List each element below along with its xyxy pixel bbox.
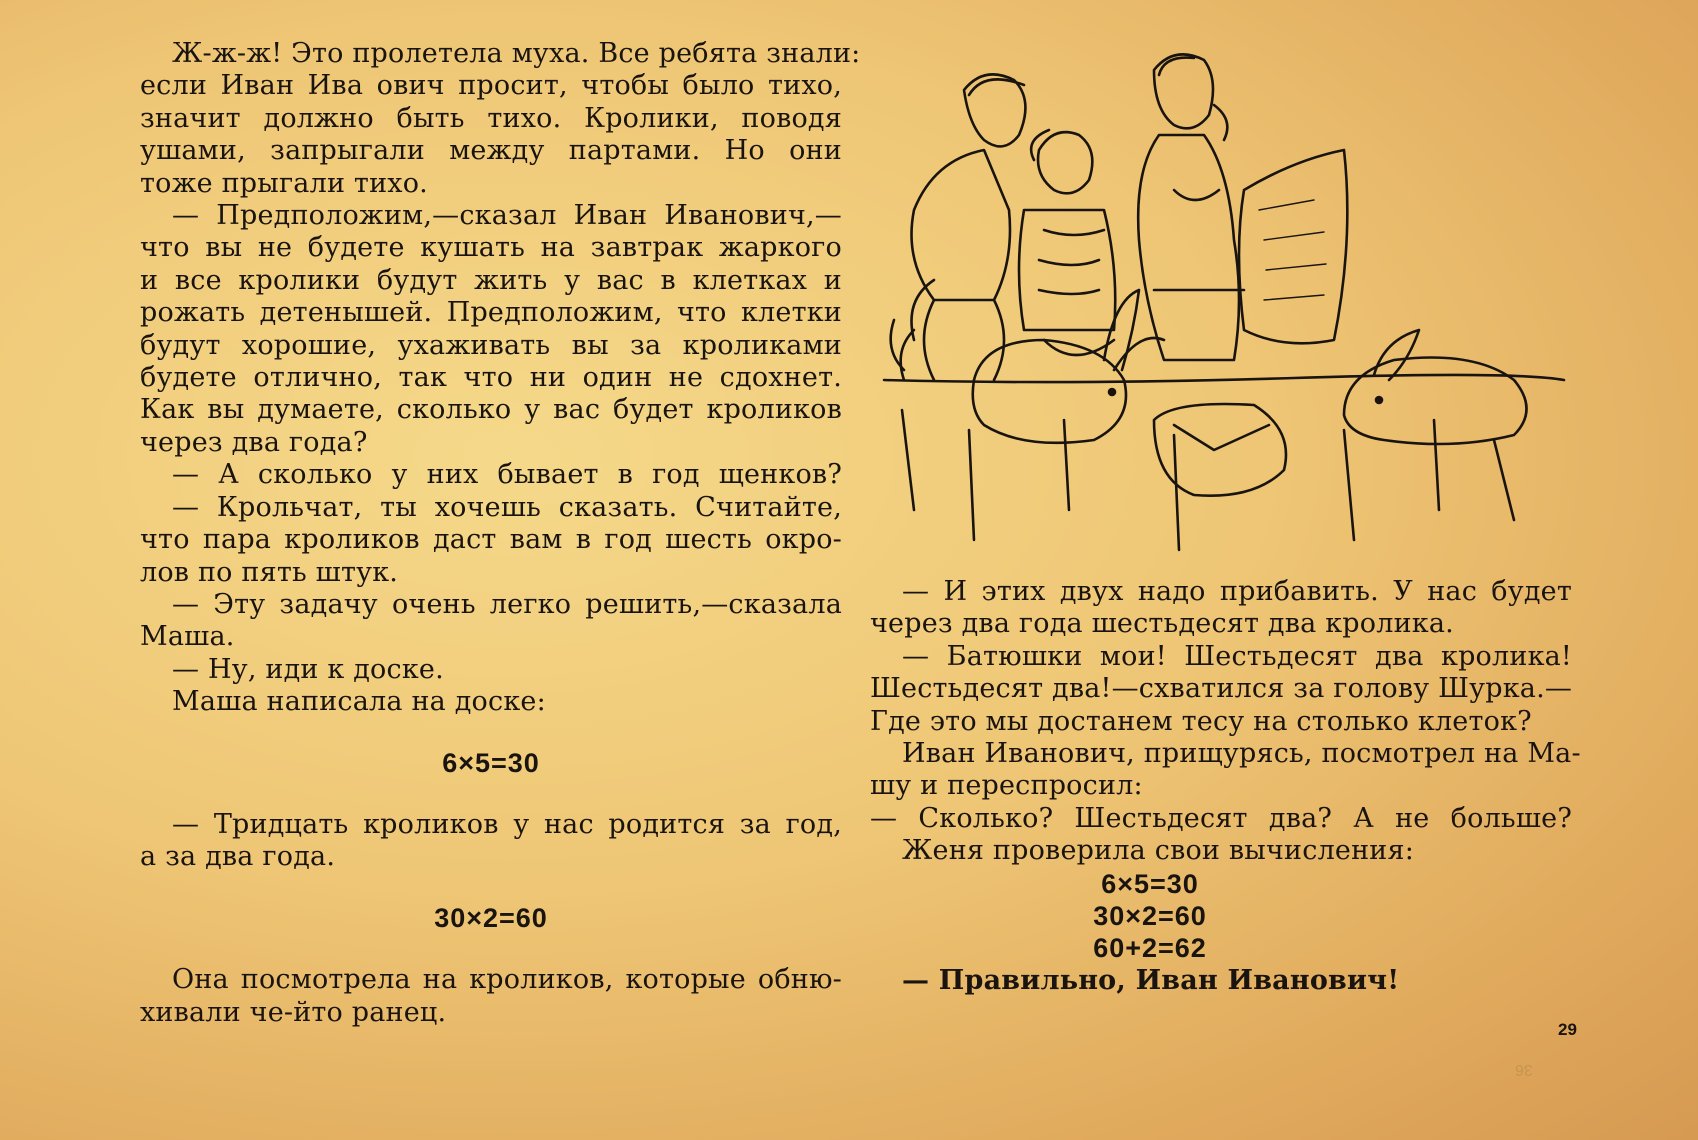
left-paragraphs-2	[140, 809, 842, 874]
text-line: шу и переспросил:	[870, 770, 1143, 802]
text-line: что вы не будете кушать на завтрак жаркого	[140, 232, 842, 264]
text-line: — Ну, иди к доске.	[172, 653, 444, 685]
boy-1-head	[964, 74, 1025, 146]
paper-sheet	[1239, 150, 1347, 343]
equation-thirty-times-two: 30×2=60	[434, 902, 548, 933]
text-line: Ж-ж-ж! Это пролетела муха. Все ребята знали:	[172, 38, 861, 69]
right-paragraphs	[870, 576, 1581, 868]
text-line: что пара кроликов даст вам в год шесть окро-	[140, 524, 842, 556]
text-line: — А сколько у них бывает в год щенков?	[172, 459, 842, 491]
rabbit-left-body	[973, 340, 1126, 443]
bleed-through-page-number: 36	[1515, 1061, 1533, 1078]
text-line: Где это мы достанем тесу на столько клеток?	[870, 705, 1532, 737]
text-line: лов по пять штук.	[140, 556, 399, 588]
floor-line	[884, 375, 1564, 382]
text-line: — Тридцать кроликов у нас родится за год,	[172, 808, 842, 840]
text-line: Маша написала на доске:	[172, 686, 546, 718]
text-line: ушами, запрыгали между партами. Но они	[140, 135, 842, 167]
equation-line-2: 30×2=60	[1093, 901, 1207, 932]
left-text-column	[140, 38, 861, 1029]
text-line: — И этих двух надо прибавить. У нас будет	[902, 576, 1572, 607]
left-paragraphs-3	[140, 964, 842, 1029]
text-line: а за два года.	[140, 841, 336, 873]
equation-line-1: 6×5=30	[1101, 868, 1199, 899]
text-line: — Батюшки мои! Шестьдесят два кролика!	[902, 640, 1572, 672]
children-rabbits-illustration	[874, 40, 1574, 560]
equation-six-times-five: 6×5=30	[442, 747, 540, 778]
girl-body	[1019, 210, 1115, 330]
equation-line-3: 60+2=62	[1093, 933, 1207, 964]
text-line: — Крольчат, ты хочешь сказать. Считайте,	[172, 491, 842, 523]
text-line: рожать детенышей. Предположим, что клетки	[140, 297, 842, 329]
text-line: будете отлично, так что ни один не сдохнет.	[140, 362, 842, 394]
page-number: 29	[1558, 1020, 1577, 1039]
text-line: — Сколько? Шестьдесят два? А не больше?	[870, 802, 1572, 834]
right-text-column	[870, 576, 1581, 997]
text-line: — Предположим,—сказал Иван Иванович,—	[172, 200, 842, 232]
text-line: тоже прыгали тихо.	[140, 167, 428, 199]
rabbit-right-ear	[1374, 330, 1419, 380]
text-line: Она посмотрела на кроликов, которые обню-	[172, 964, 842, 996]
text-line: Женя проверила свои вычисления:	[902, 835, 1415, 867]
text-line: Как вы думаете, сколько у вас будет кроликов	[140, 394, 842, 426]
text-line: будут хорошие, ухаживать вы за кроликами	[140, 329, 842, 361]
right-equations	[1000, 868, 1300, 965]
left-paragraphs	[140, 38, 861, 719]
text-line: если Иван Ива ович просит, чтобы было тихо,	[140, 70, 842, 102]
boy-1-body	[912, 150, 1011, 300]
text-line: хивали че-йто ранец.	[140, 996, 447, 1028]
text-line: — Эту задачу очень легко решить,—сказала	[172, 588, 842, 620]
girl-head	[1038, 132, 1092, 193]
final-line: — Правильно, Иван Иванович!	[902, 964, 1400, 996]
text-line: через два года?	[140, 426, 368, 458]
text-line: Маша.	[140, 621, 235, 653]
boy-2-body	[1138, 135, 1239, 360]
text-line: Шестьдесят два!—схватился за голову Шурка.—	[870, 673, 1573, 705]
text-line: Иван Иванович, прищурясь, посмотрел на Ма-	[902, 738, 1581, 770]
text-line: через два года шестьдесят два кролика.	[870, 608, 1454, 640]
text-line: и все кролики будут жить у вас в клетках и	[140, 264, 842, 296]
text-line: значит должно быть тихо. Кролики, поводя	[140, 102, 842, 134]
